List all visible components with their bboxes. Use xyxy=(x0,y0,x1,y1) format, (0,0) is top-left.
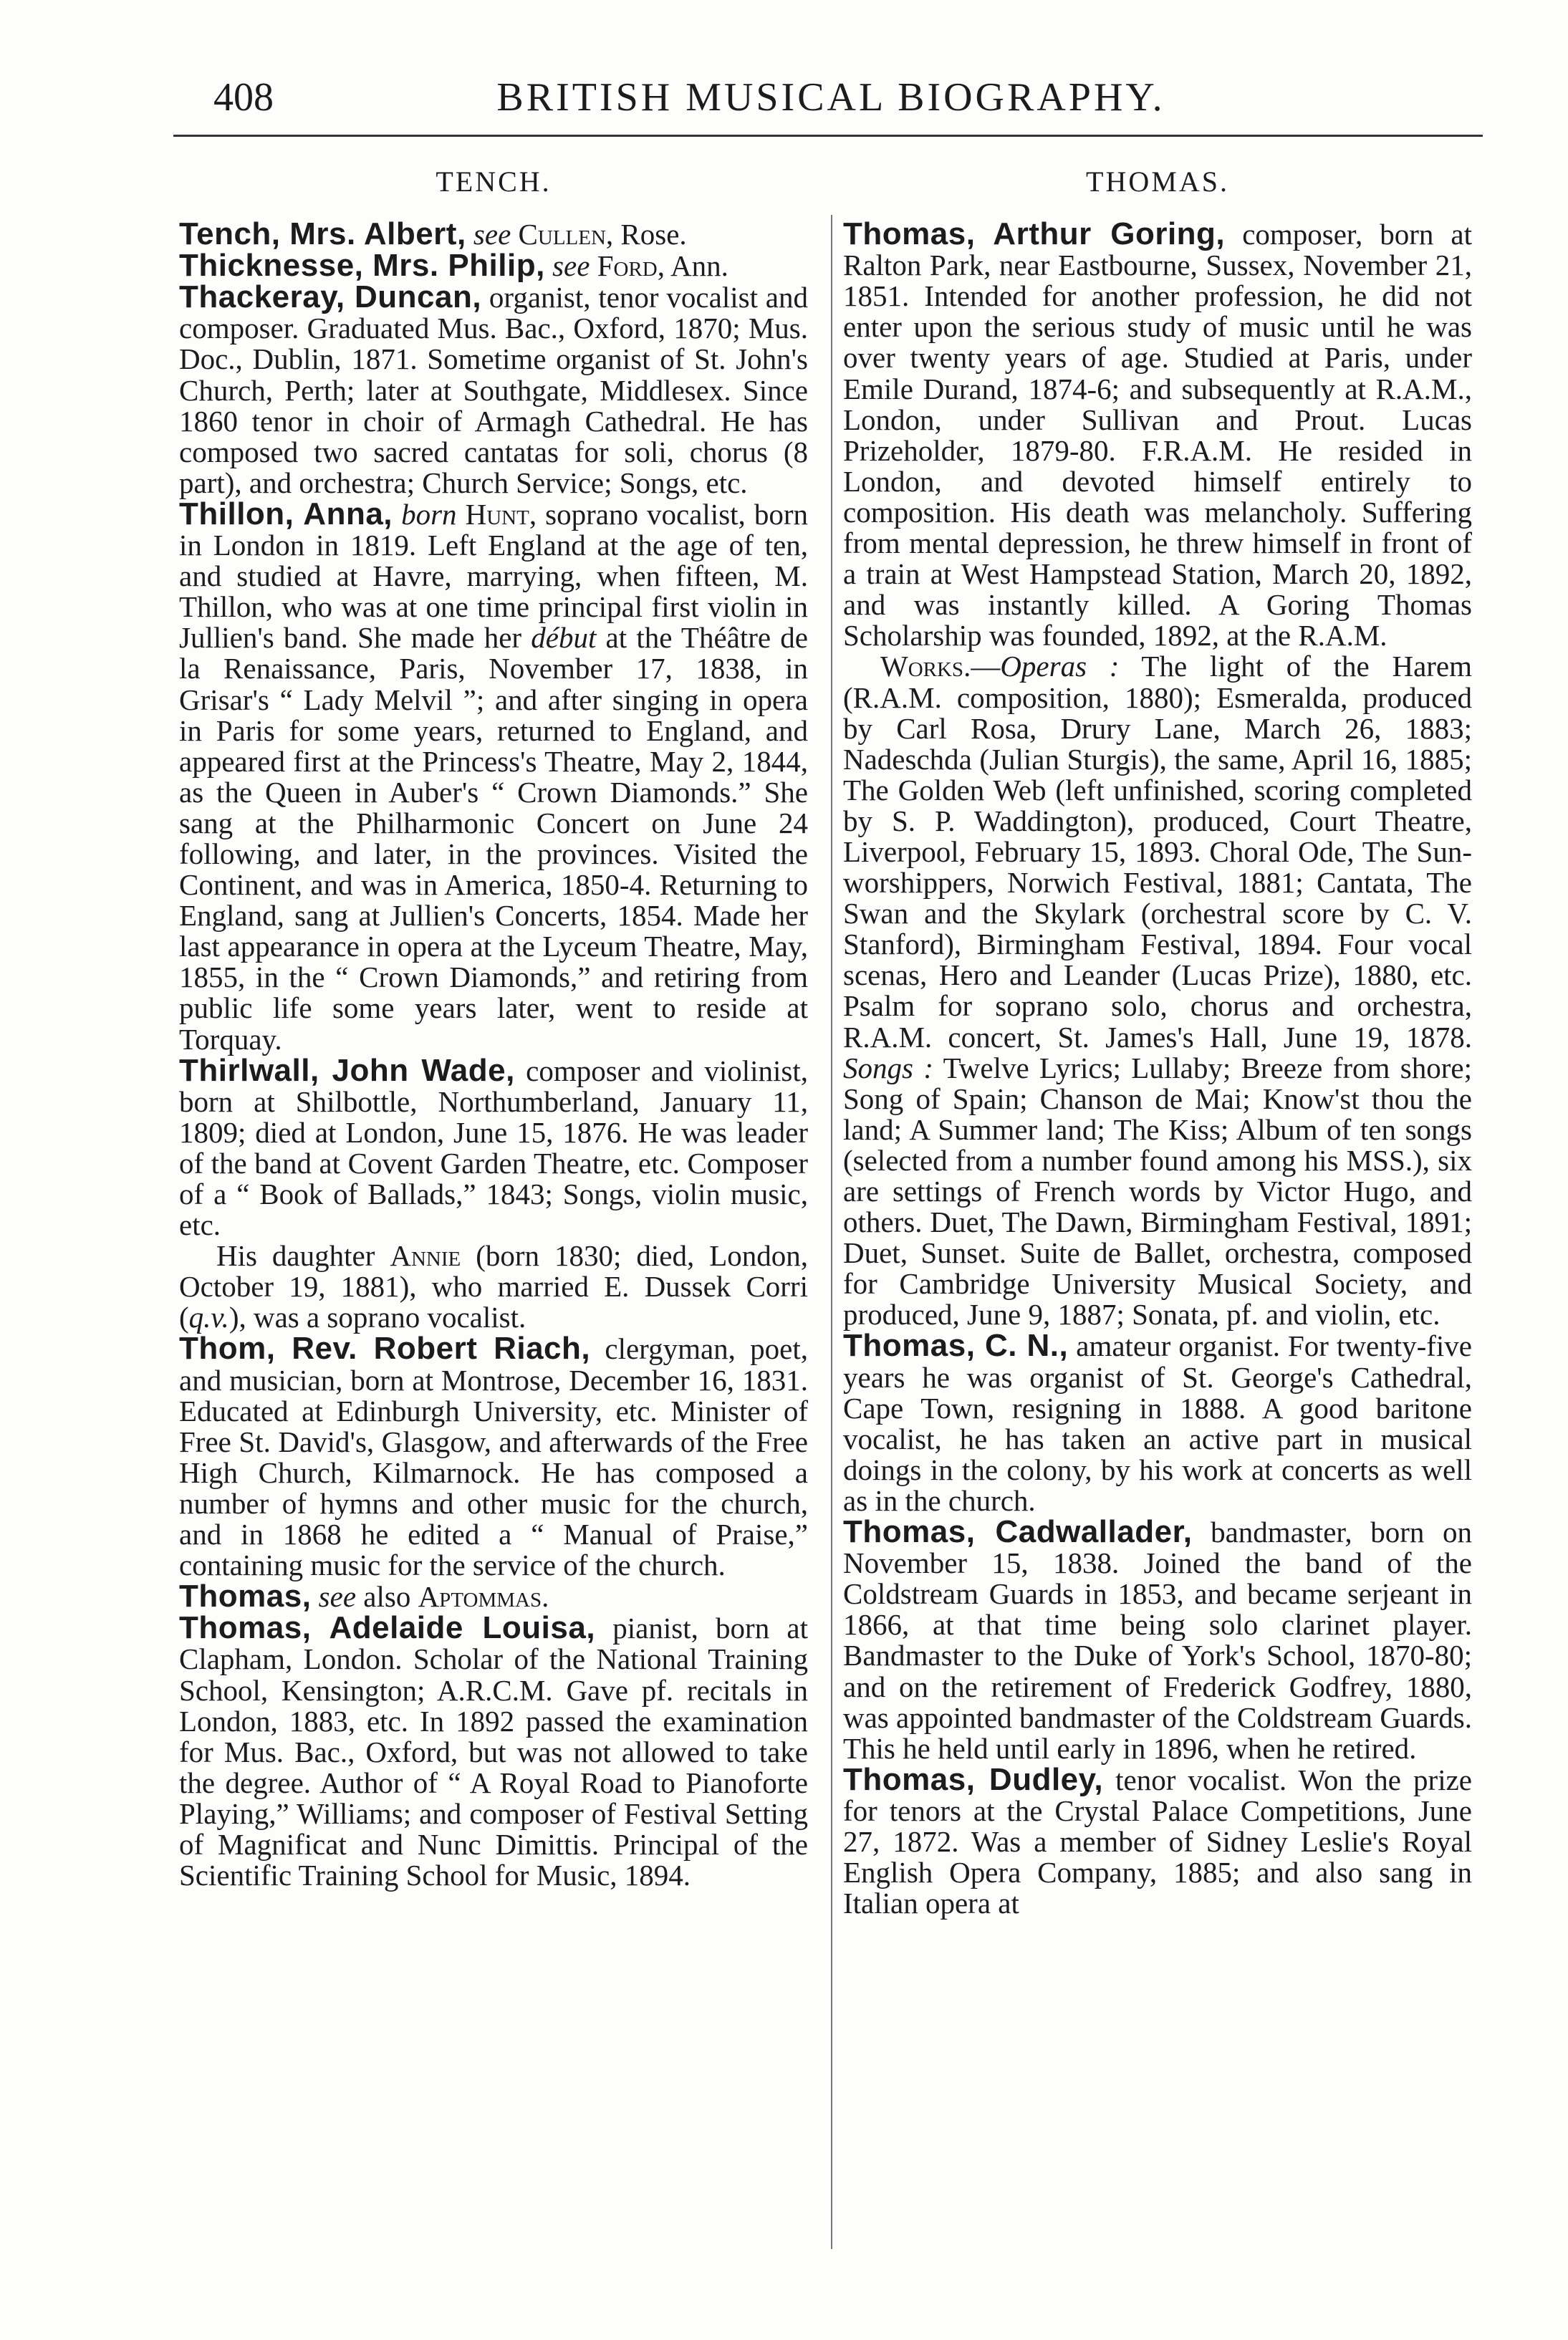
header-rule xyxy=(173,135,1483,137)
entry-text: . xyxy=(542,1580,549,1614)
entry-text: , Rose. xyxy=(605,218,687,251)
left-column xyxy=(179,166,808,1891)
entry-headword: Thackeray, Duncan, xyxy=(179,279,482,315)
entry-text: Twelve Lyrics; Lullaby; Breeze from shore; Song of Spain; Chanson de Mai; Know'st thou the land; A Summer land; The Kiss; Album of ten songs (selected from a number found among his MSS.), six are settings of French words by Victor Hugo, and others. Duet, The Dawn, Birmingham Festival, 1891; Duet, Sunset. Suite de Ballet, orchestra, composed for Cambridge University Musical Society, and produced, June 9, 1887; Sonata, pf. and violin, etc. xyxy=(843,1051,1473,1332)
entry-text: His daughter xyxy=(216,1239,390,1273)
entry-headword: Thomas, Dudley, xyxy=(843,1761,1104,1797)
left-column-body xyxy=(179,218,808,1891)
biography-entry xyxy=(179,496,809,1056)
entry-text: Cullen xyxy=(518,218,606,251)
entry-text xyxy=(590,249,597,282)
entry-text: Songs : xyxy=(843,1051,933,1084)
column-divider xyxy=(831,215,832,2249)
biography-entry xyxy=(179,1581,808,1612)
entry-text: at the Théâtre de la Renaissance, Paris, November 17, 1838, in Grisar's “ Lady Melvil ”; and after singing in opera in Paris for some years, returned to England, and appeared first at the Princess's Theatre, May 2, 1844, as the Queen in Auber's “ Crown Diamonds.” She sang at the Philharmonic Concert on June 24 following, and later, in the provinces. Visited the Continent, and was in America, 1850-4. Returning to England, sang at Jullien's Concerts, 1854. Made her last appearance in opera at the Lyceum Theatre, May, 1855, in the “ Crown Diamonds,” and retiring from public life some years later, went to reside at Torquay. xyxy=(179,621,808,1056)
biography-entry xyxy=(179,248,808,284)
entry-text: , soprano vocalist, born in London in 1819. Left England at the age of ten, and studied at Havre, marrying, when fifteen, M. Thillon, who was at one time principal first violin in Jullien's band. She made her xyxy=(179,497,809,655)
entry-headword: Tench, Mrs. Albert, xyxy=(179,216,466,252)
biography-entry xyxy=(179,281,808,499)
entry-text xyxy=(511,218,518,251)
page-header xyxy=(186,74,1476,125)
entry-text: composer, born at Ralton Park, near Eastbourne, Sussex, November 21, 1851. Intended for another profession, he did not enter upon the serious study of music until he was over twenty years of age. Studied at Paris, under Emile Durand, 1874-6; and subsequently at R.A.M., London, under Sullivan and Prout. Lucas Prizeholder, 1879-80. F.R.A.M. He resided in London, and devoted himself entirely to composition. His death was melancholy. Suffering from mental depression, he threw himself in front of a train at West Hampstead Station, March 20, 1892, and was instantly killed. A Goring Thomas Scholarship was founded, 1892, at the R.A.M. xyxy=(843,218,1472,653)
entry-text: pianist, born at Clapham, London. Scholar of the National Training School, Kensington; A.R.C.M. Gave pf. recitals in London, 1883, etc. In 1892 passed the examination for Mus. Bac., Oxford, but was not allowed to take the degree. Author of “ A Royal Road to Pianoforte Playing,” Williams; and composer of Festival Setting of Magnificat and Nunc Dimittis. Principal of the Scientific Training School for Music, 1894. xyxy=(179,1612,808,1892)
biography-entry xyxy=(843,1330,1472,1516)
biography-entry xyxy=(843,1761,1472,1920)
biography-entry xyxy=(179,218,808,250)
entry-text: début xyxy=(531,621,597,655)
entry-text: see xyxy=(318,1580,357,1614)
entry-text: Aptommas xyxy=(418,1580,542,1614)
entry-headword: Thillon, Anna, xyxy=(179,496,393,531)
entry-headword: Thomas, Arthur Goring, xyxy=(843,216,1226,252)
entry-headword: Thicknesse, Mrs. Philip, xyxy=(179,248,545,284)
entry-text: (born 1830; died, London, October 19, 1881), who married E. Dussek Corri ( xyxy=(179,1239,808,1334)
entry-text: ), was a soprano vocalist. xyxy=(229,1301,526,1334)
biography-entry xyxy=(179,1052,808,1242)
entry-text: , Ann. xyxy=(657,249,728,283)
entry-text: Ford xyxy=(597,249,658,283)
right-column-body xyxy=(843,218,1472,1919)
biography-entry xyxy=(843,218,1472,651)
entry-text: q.v. xyxy=(188,1301,229,1334)
entry-headword: Thomas, xyxy=(179,1579,312,1614)
entry-text: amateur organist. For twenty-five years he was organist of St. George's Cathedral, Cape Town, resigning in 1888. A good baritone vocalist, he has taken an active part in musical doings in the colony, by his work at concerts as well as in the church. xyxy=(843,1329,1472,1517)
entry-text: also xyxy=(356,1580,418,1614)
entry-text: The light of the Harem (R.A.M. composition, 1880); Esmeralda, produced by Carl Rosa, Drury Lane, March 26, 1883; Nadeschda (Julian Sturgis), the same, April 16, 1885; The Golden Web (left unfinished, scoring completed by S. P. Waddington), produced, Court Theatre, Liverpool, February 15, 1893. Choral Ode, The Sun-worshippers, Norwich Festival, 1881; Cantata, The Swan and the Skylark (orchestral score by C. V. Stanford), Birmingham Festival, 1894. Four vocal scenas, Hero and Leander (Lucas Prize), 1880, etc. Psalm for soprano solo, chorus and orchestra, R.A.M. concert, St. James's Hall, June 19, 1878. xyxy=(843,650,1473,1054)
entry-text xyxy=(393,498,401,531)
entry-text: clergyman, poet, and musician, born at Montrose, December 16, 1831. Educated at Edinburgh University, etc. Minister of Free St. David's, Glasgow, and afterwards of the Free High Church, Kilmarnock. He has composed a number of hymns and other music for the church, and in 1868 he edited a “ Manual of Praise,” containing music for the service of the church. xyxy=(179,1332,808,1582)
entry-headword: Thomas, C. N., xyxy=(843,1328,1069,1364)
entry-text: see xyxy=(473,218,511,251)
entry-text: bandmaster, born on November 15, 1838. Joined the band of the Coldstream Guards in 1853, and became serjeant in 1866, at that time being solo clarinet player. Bandmaster to the Duke of York's School, 1870-80; and on the retirement of Frederick Godfrey, 1880, was appointed bandmaster of the Coldstream Guards. This he held until early in 1896, when he retired. xyxy=(843,1516,1473,1765)
right-column-heading: THOMAS. xyxy=(1086,165,1229,198)
entry-headword: Thomas, Adelaide Louisa, xyxy=(179,1610,596,1646)
page-number: 408 xyxy=(213,75,274,120)
entry-text: tenor vocalist. Won the prize for tenors at the Crystal Palace Competitions, June 27, 1872. Was a member of Sidney Leslie's Royal English Opera Company, 1885; and also sang in Italian opera at xyxy=(843,1763,1472,1920)
entry-headword: Thirlwall, John Wade, xyxy=(179,1052,515,1088)
biography-entry xyxy=(179,1241,808,1333)
running-title: BRITISH MUSICAL BIOGRAPHY. xyxy=(496,75,1165,120)
entry-text: Works xyxy=(880,650,964,683)
entry-headword: Thom, Rev. Robert Riach, xyxy=(179,1331,591,1367)
entry-text: born xyxy=(401,497,457,531)
right-column xyxy=(843,166,1472,1919)
entry-text: organist, tenor vocalist and composer. Graduated Mus. Bac., Oxford, 1870; Mus. Doc., Dublin, 1871. Sometime organist of St. John's Church, Perth; later at Southgate, Middlesex. Since 1860 tenor in choir of Armagh Cathedral. He has composed two sacred cantatas for soli, chorus (8 part), and orchestra; Church Service; Songs, etc. xyxy=(179,281,808,499)
entry-text: see xyxy=(552,249,590,283)
biography-entry xyxy=(179,1612,808,1891)
entry-text xyxy=(466,218,473,251)
entry-text: .— xyxy=(963,650,1001,683)
biography-entry xyxy=(843,1516,1472,1764)
left-column-heading: TENCH. xyxy=(436,165,552,198)
entry-text xyxy=(545,249,552,282)
entry-text: Hunt xyxy=(465,497,529,531)
entry-text: Operas : xyxy=(1000,650,1120,683)
entry-text xyxy=(311,1580,318,1613)
entry-text: composer and violinist, born at Shilbottle, Northumberland, January 11, 1809; died at London, June 15, 1876. He was leader of the band at Covent Garden Theatre, etc. Composer of a “ Book of Ballads,” 1843; Songs, violin music, etc. xyxy=(179,1054,808,1242)
entry-headword: Thomas, Cadwallader, xyxy=(843,1514,1193,1550)
entry-text: Annie xyxy=(390,1239,461,1273)
biography-entry xyxy=(843,651,1472,1330)
biography-entry xyxy=(179,1333,808,1581)
entry-text xyxy=(457,498,466,531)
